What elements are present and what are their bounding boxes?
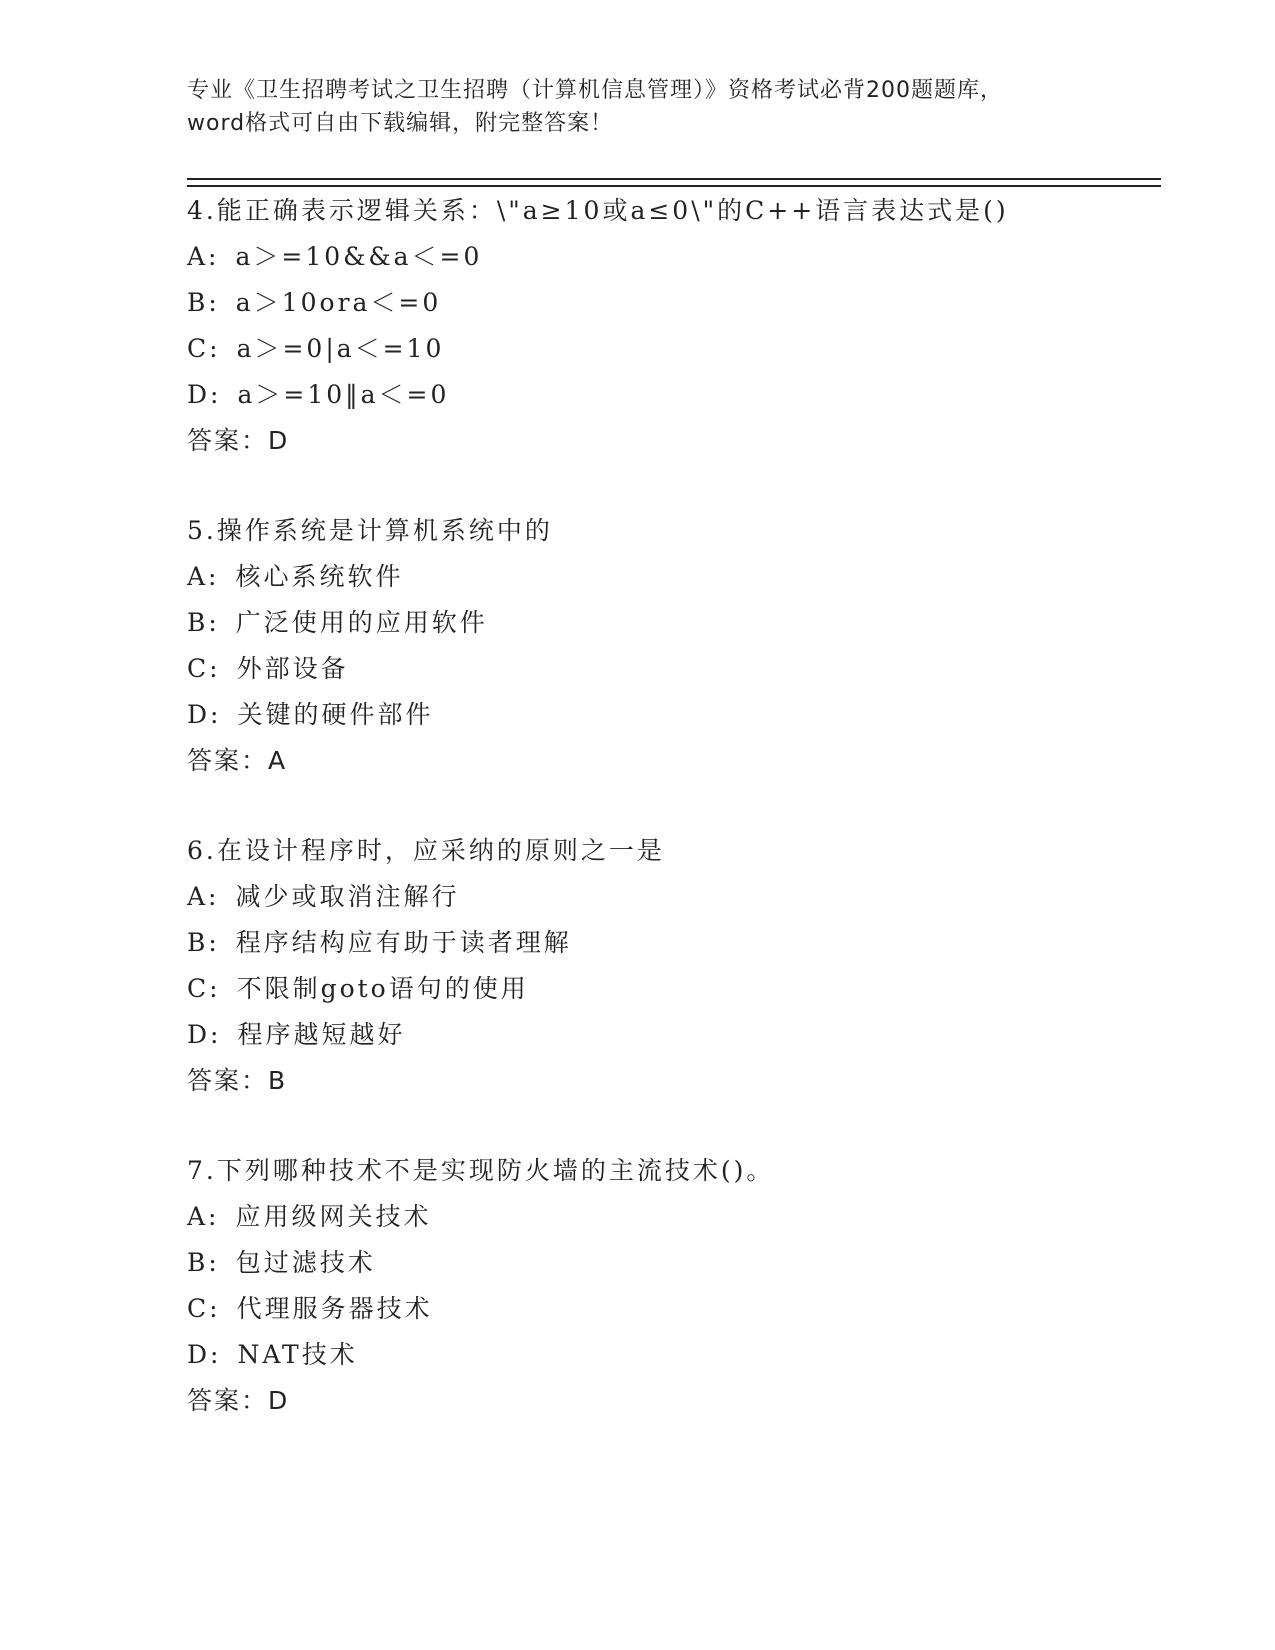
option-b [187, 920, 1167, 966]
question-block [187, 828, 1167, 1104]
option-c [187, 646, 1167, 692]
option-text: 关键的硬件部件 [237, 700, 434, 729]
option-text: 包过滤技术 [235, 1248, 376, 1277]
option-b [187, 600, 1167, 646]
option-key: B: [187, 1248, 220, 1277]
question-block [187, 508, 1167, 784]
option-c [187, 1286, 1167, 1332]
option-key: D: [187, 380, 222, 409]
option-key: B: [187, 288, 220, 317]
option-text: a＞=0|a＜=10 [236, 334, 445, 363]
option-text: 不限制goto语句的使用 [236, 974, 529, 1003]
option-text: 程序越短越好 [237, 1020, 406, 1049]
option-key: C: [187, 334, 221, 363]
answer-label: 答案：B [187, 1066, 288, 1095]
option-key: D: [187, 1340, 222, 1369]
option-text: a＞=10&&a＜=0 [235, 242, 483, 271]
answer-label: 答案：D [187, 1386, 290, 1415]
option-d [187, 1012, 1167, 1058]
question-stem: 4.能正确表示逻辑关系：\"a≥10或a≤0\"的C++语言表达式是() [187, 196, 1009, 225]
header-title-line1: 专业《卫生招聘考试之卫生招聘（计算机信息管理）》资格考试必背200题题库， [187, 78, 1003, 103]
option-d [187, 1332, 1167, 1378]
option-text: 外部设备 [236, 654, 349, 683]
question-stem: 6.在设计程序时，应采纳的原则之一是 [187, 836, 665, 865]
option-text: 核心系统软件 [235, 562, 404, 591]
option-d [187, 372, 1167, 418]
option-key: C: [187, 974, 221, 1003]
option-text: a＞10ora＜=0 [235, 288, 442, 317]
option-key: A: [187, 882, 220, 911]
answer-label: 答案：A [187, 746, 288, 775]
header-title-line2: word格式可自由下载编辑，附完整答案！ [187, 111, 614, 136]
header-divider-bottom [187, 185, 1161, 187]
option-text: 广泛使用的应用软件 [235, 608, 488, 637]
question-block [187, 188, 1167, 464]
question-stem: 5.操作系统是计算机系统中的 [187, 516, 553, 545]
option-key: B: [187, 928, 220, 957]
option-b [187, 280, 1167, 326]
option-a [187, 1194, 1167, 1240]
option-key: C: [187, 1294, 221, 1323]
option-key: C: [187, 654, 221, 683]
option-text: a＞=10‖a＜=0 [237, 380, 450, 409]
option-key: B: [187, 608, 220, 637]
option-b [187, 1240, 1167, 1286]
option-text: 减少或取消注解行 [235, 882, 460, 911]
option-key: A: [187, 562, 220, 591]
answer-label: 答案：D [187, 426, 290, 455]
option-key: A: [187, 1202, 220, 1231]
option-d [187, 692, 1167, 738]
question-stem: 7.下列哪种技术不是实现防火墙的主流技术()。 [187, 1156, 775, 1185]
option-key: A: [187, 242, 220, 271]
option-key: D: [187, 1020, 222, 1049]
option-text: 程序结构应有助于读者理解 [235, 928, 572, 957]
option-c [187, 326, 1167, 372]
option-text: 代理服务器技术 [236, 1294, 433, 1323]
option-text: NAT技术 [237, 1340, 358, 1369]
option-c [187, 966, 1167, 1012]
option-a [187, 874, 1167, 920]
document-header [187, 74, 1087, 140]
header-divider-top [187, 178, 1161, 180]
option-key: D: [187, 700, 222, 729]
option-text: 应用级网关技术 [235, 1202, 432, 1231]
question-block [187, 1148, 1167, 1424]
option-a [187, 554, 1167, 600]
option-a [187, 234, 1167, 280]
